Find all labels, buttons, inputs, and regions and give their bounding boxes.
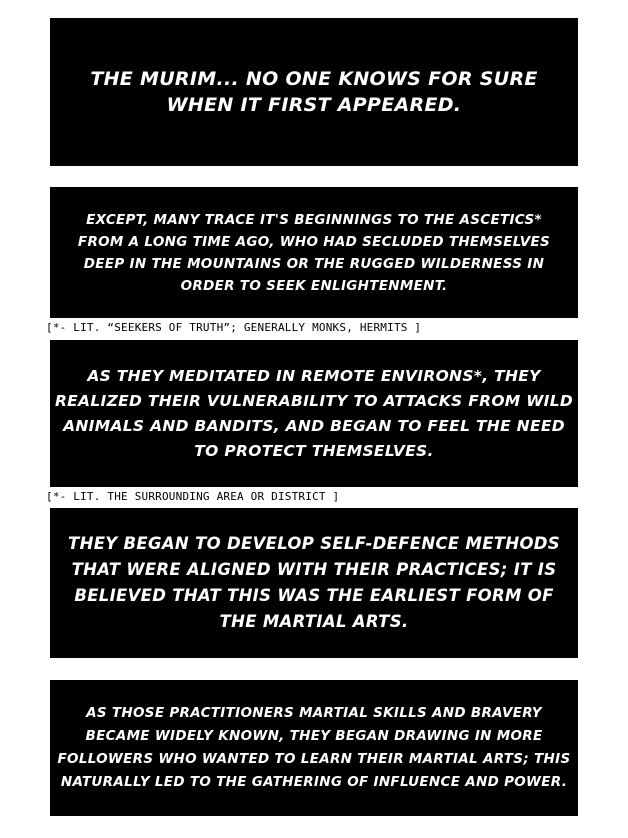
caption-panel-5: [50, 680, 578, 816]
caption-text-5: AS THOSE PRACTITIONERS MARTIAL SKILLS AND BRAVERY BECAME WIDELY KNOWN, THEY BEGAN DRAWING IN MORE FOLLOWERS WHO WANTED TO LEARN THEIR MARTIAL ARTS; THIS NATURALLY LED TO THE GATHERING OF INFLUENCE AND POWER.: [57, 705, 571, 790]
caption-text-4: THEY BEGAN TO DEVELOP SELF-DEFENCE METHODS THAT WERE ALIGNED WITH THEIR PRACTICES; IT IS BELIEVED THAT THIS WAS THE EARLIEST FORM OF THE MARTIAL ARTS.: [68, 534, 560, 631]
footnote-2: [*- LIT. THE SURROUNDING AREA OR DISTRICT ]: [46, 490, 340, 503]
caption-text-1: THE MURIM... NO ONE KNOWS FOR SURE WHEN IT FIRST APPEARED.: [90, 68, 538, 116]
caption-panel-2: [50, 187, 578, 318]
footnote-1: [*- LIT. “SEEKERS OF TRUTH”; GENERALLY MONKS, HERMITS ]: [46, 321, 422, 334]
caption-panel-4: [50, 508, 578, 658]
caption-panel-1: [50, 18, 578, 166]
caption-text-3: AS THEY MEDITATED IN REMOTE ENVIRONS*, THEY REALIZED THEIR VULNERABILITY TO ATTACKS FROM WILD ANIMALS AND BANDITS, AND BEGAN TO FEEL THE NEED TO PROTECT THEMSELVES.: [54, 366, 574, 460]
caption-panel-3: [50, 340, 578, 487]
caption-text-2: EXCEPT, MANY TRACE IT'S BEGINNINGS TO THE ASCETICS* FROM A LONG TIME AGO, WHO HAD SECLUDED THEMSELVES DEEP IN THE MOUNTAINS OR THE RUGGED WILDERNESS IN ORDER TO SEEK ENLIGHTENMENT.: [77, 211, 551, 294]
